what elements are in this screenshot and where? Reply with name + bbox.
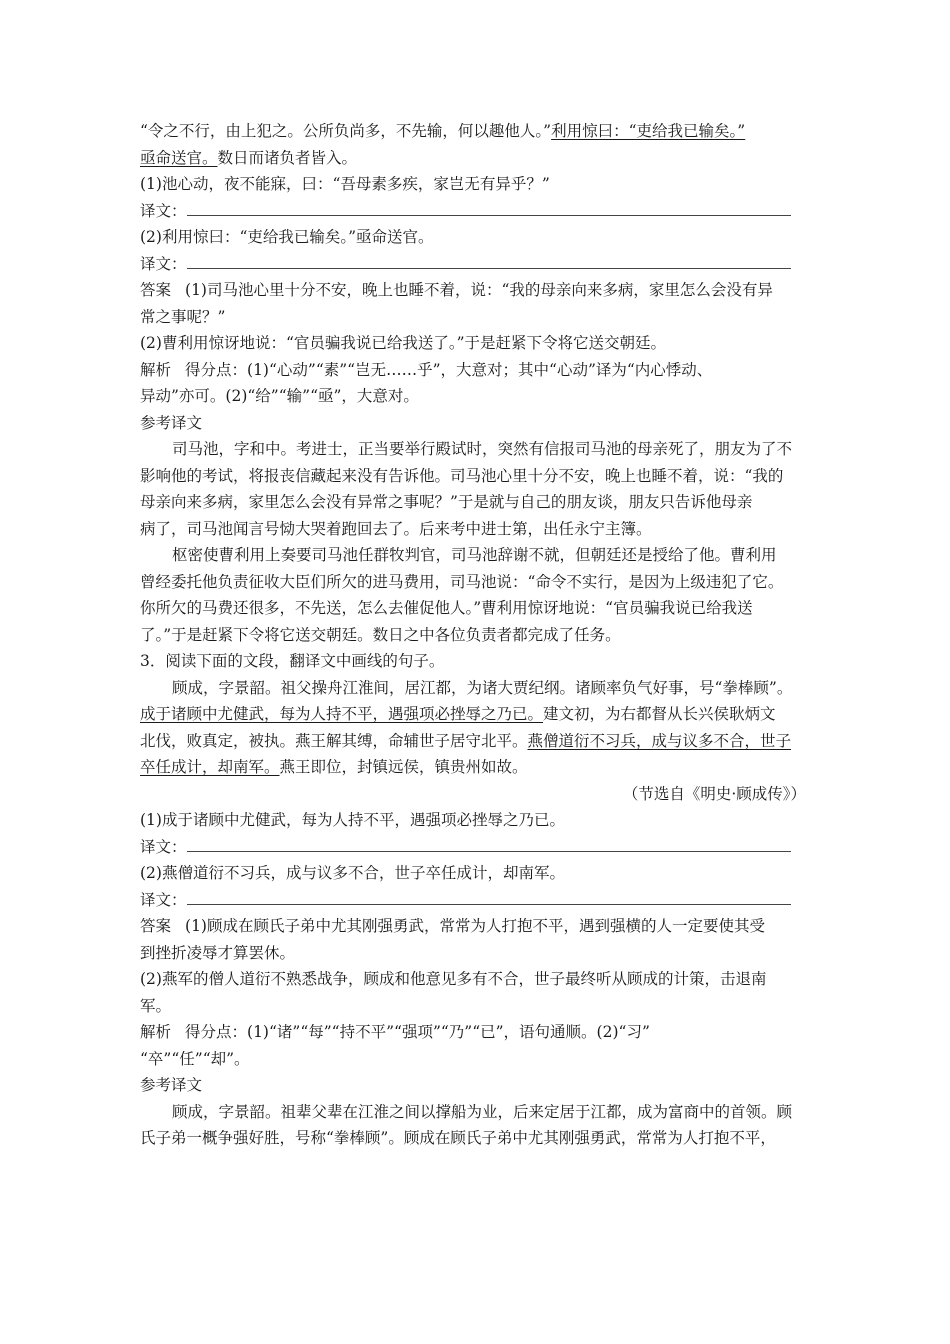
analysis-label: 解析 — [140, 360, 172, 379]
passage-text: 燕王即位，封镇远侯，镇贵州如故。 — [279, 758, 528, 776]
answer-label: 答案 — [140, 281, 172, 299]
answer-label: 答案 — [140, 917, 172, 935]
analysis-line: 异动”亦可。(2)“给”“输”“亟”，大意对。 — [140, 387, 419, 405]
answer-line — [140, 913, 812, 940]
question-item: (2)燕僧道衍不习兵，成与议多不合，世子卒任成计，却南军。 — [140, 864, 565, 882]
answer-blank — [187, 254, 791, 269]
underlined-sentence: 卒任成计，却南军。 — [140, 758, 280, 776]
translation-answer-line — [140, 198, 812, 225]
question-title: 3．阅读下面的文段，翻译文中画线的句子。 — [140, 652, 445, 670]
analysis-line — [140, 357, 812, 384]
reference-line: 司马池，字和中。考进士，正当要举行殿试时，突然有信报司马池的母亲死了，朋友为了不 — [172, 440, 793, 458]
answer-line: 到挫折凌辱才算罢休。 — [140, 943, 296, 962]
passage-line — [140, 145, 812, 172]
passage-text: 建文初，为右都督从长兴侯耿炳文 — [543, 705, 776, 723]
passage-line — [140, 701, 812, 728]
reference-line: 病了，司马池闻言号恸大哭着跑回去了。后来考中进士第，出任永宁主簿。 — [140, 519, 652, 538]
underlined-sentence: 成于诸顾中尤健武，每为人持不平，遇强项必挫辱之乃已。 — [140, 705, 544, 723]
passage-text: “令之不行，由上犯之。公所负尚多，不先输，何以趣他人。” — [140, 122, 552, 140]
passage-line: 顾成，字景韶。祖父操舟江淮间，居江都，为诸大贾纪纲。诸顾率负气好事，号“拳棒顾”。 — [172, 678, 793, 697]
answer-line: 常之事呢？” — [140, 307, 226, 326]
answer-blank — [187, 837, 791, 852]
answer-blank — [187, 201, 791, 216]
answer-text: (1)司马池心里十分不安，晚上也睡不着，说：“我的母亲向来多病，家里怎么会没有异 — [185, 281, 773, 299]
reference-line: 枢密使曹利用上奏要司马池任群牧判官，司马池辞谢不就，但朝廷还是授给了他。曹利用 — [172, 546, 777, 564]
analysis-line — [140, 1019, 812, 1046]
translation-label: 译文： — [140, 254, 187, 273]
underlined-sentence: 亟命送官。 — [140, 148, 218, 167]
reference-line: 你所欠的马费还很多，不先送，怎么去催促他人。”曹利用惊讶地说：“官员骗我说已给我送 — [140, 599, 753, 617]
reference-line: 母亲向来多病，家里怎么会没有异常之事呢？”于是就与自己的朋友谈，朋友只告诉他母亲 — [140, 493, 753, 511]
reference-line: 了。”于是赶紧下令将它送交朝廷。数日之中各位负责者都完成了任务。 — [140, 625, 621, 644]
passage-line — [140, 728, 812, 755]
document-page — [140, 118, 812, 1152]
underlined-sentence: 燕僧道衍不习兵，成与议多不合，世子 — [527, 731, 792, 750]
reference-line: 氏子弟一概争强好胜，号称“拳棒顾”。顾成在顾氏子弟中尤其刚强勇武，常常为人打抱不平， — [140, 1129, 776, 1147]
translation-answer-line — [140, 251, 812, 278]
question-item: (2)利用惊曰：“吏给我已输矣。”亟命送官。 — [140, 228, 434, 246]
answer-line: (2)燕军的僧人道衍不熟悉战争，顾成和他意见多有不合，世子最终听从顾成的计策，击退南 — [140, 970, 767, 988]
answer-line: (2)曹利用惊讶地说：“官员骗我说已给我送了。”于是赶紧下令将它送交朝廷。 — [140, 334, 667, 352]
answer-text: (1)顾成在顾氏子弟中尤其刚强勇武，常常为人打抱不平，遇到强横的人一定要使其受 — [185, 917, 765, 935]
passage-line — [140, 754, 812, 781]
answer-line: 军。 — [140, 996, 172, 1015]
source-citation: （节选自《明史·顾成传》） — [622, 784, 806, 803]
answer-line — [140, 277, 812, 304]
passage-line — [140, 118, 812, 145]
translation-label: 译文： — [140, 837, 187, 856]
reference-translation-heading: 参考译文 — [140, 1076, 203, 1094]
question-item: (1)池心动，夜不能寐，曰：“吾母素多疾，家岂无有异乎？” — [140, 175, 550, 193]
question-item: (1)成于诸顾中尤健武，每为人持不平，遇强项必挫辱之乃已。 — [140, 811, 565, 829]
answer-blank — [187, 890, 791, 905]
translation-answer-line — [140, 834, 812, 861]
reference-translation-heading: 参考译文 — [140, 413, 203, 432]
reference-line: 顾成，字景韶。祖辈父辈在江淮之间以撑船为业，后来定居于江都，成为富商中的首领。顾 — [172, 1102, 793, 1121]
underlined-sentence: 利用惊曰：“吏给我已输矣。” — [551, 122, 746, 140]
translation-answer-line — [140, 887, 812, 914]
passage-text: 北伐，败真定，被执。燕王解其缚，命辅世子居守北平。 — [140, 731, 528, 750]
analysis-text: 得分点：(1)“诸”“每”“持不平”“强项”“乃”“已”，语句通顺。(2)“习” — [185, 1023, 650, 1041]
analysis-label: 解析 — [140, 1023, 172, 1041]
passage-text: 数日而诸负者皆入。 — [217, 148, 358, 167]
reference-line: 影响他的考试，将报丧信藏起来没有告诉他。司马池心里十分不安，晚上也睡不着，说：“我的 — [140, 466, 784, 485]
analysis-line: “卒”“任”“却”。 — [140, 1049, 250, 1068]
reference-line: 曾经委托他负责征收大臣们所欠的进马费用，司马池说：“命令不实行，是因为上级违犯了它。 — [140, 572, 784, 591]
translation-label: 译文： — [140, 890, 187, 909]
translation-label: 译文： — [140, 201, 187, 220]
analysis-text: 得分点：(1)“心动”“素”“岂无……乎”，大意对；其中“心动”译为“内心悸动、 — [185, 360, 713, 379]
